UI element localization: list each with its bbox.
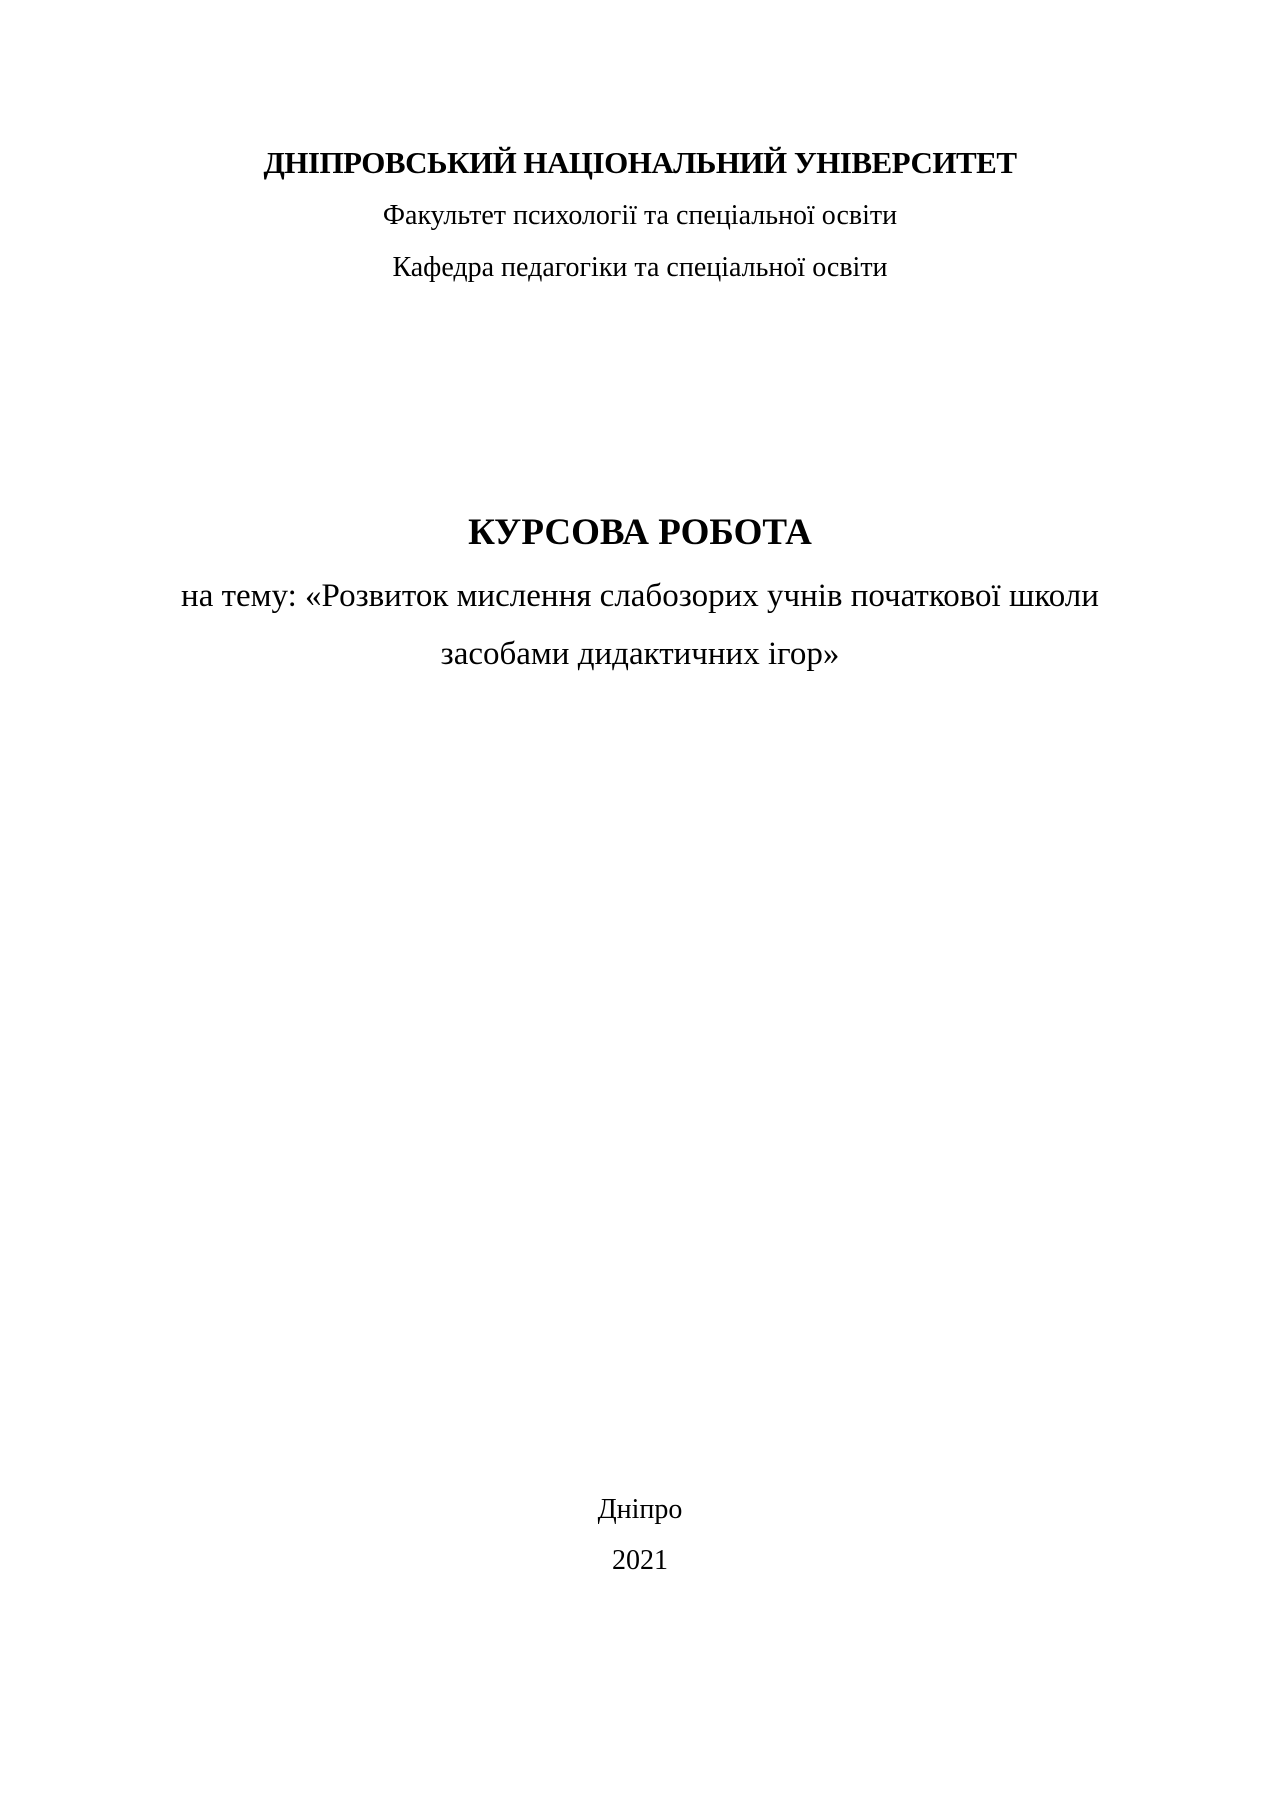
- faculty-name: Факультет психології та спеціальної освіти: [382, 200, 898, 231]
- topic-line-2: засобами дидактичних ігор»: [440, 636, 840, 672]
- topic-line-1: на тему: «Розвиток мислення слабозорих учнів початкової школи: [181, 578, 1099, 614]
- department-name: Кафедра педагогіки та спеціальної освіти: [392, 252, 888, 283]
- city: Дніпро: [597, 1494, 683, 1525]
- year: 2021: [612, 1545, 668, 1576]
- work-type-heading: КУРСОВА РОБОТА: [468, 512, 812, 553]
- university-name: ДНІПРОВСЬКИЙ НАЦІОНАЛЬНИЙ УНІВЕРСИТЕТ: [263, 145, 1017, 180]
